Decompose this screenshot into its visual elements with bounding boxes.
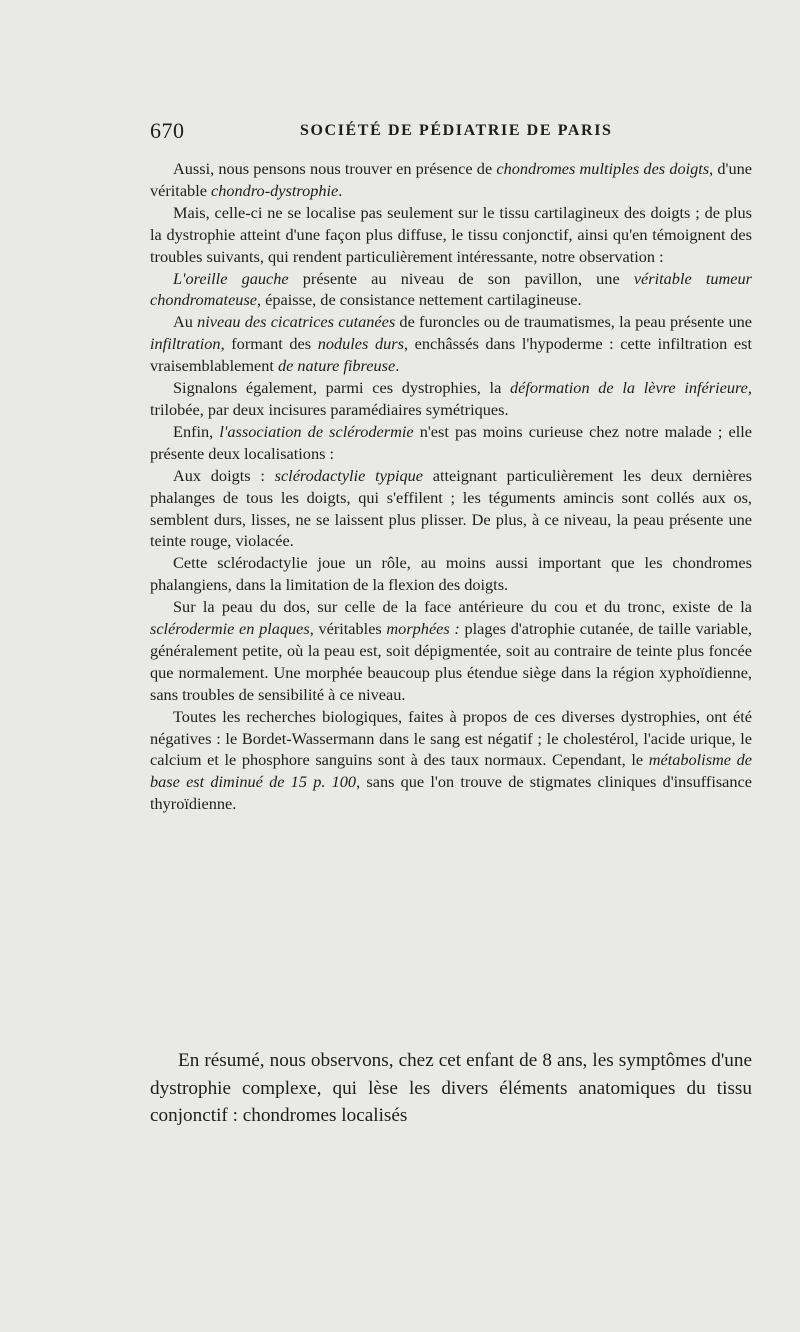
italic-text: véritable tumeur chondromateuse xyxy=(150,268,752,310)
text-run: , épaisse, de consistance nettement cartilagineuse. xyxy=(257,290,582,310)
text-run: Enfin, xyxy=(173,421,220,441)
text-run: , formant des xyxy=(220,334,318,354)
italic-text: déformation de la lèvre inférieure xyxy=(510,378,748,398)
text-run: , sans que l'on trouve de stigmates cliniques d'insuffisance thyroïdienne. xyxy=(150,772,752,814)
paragraph-9 xyxy=(150,596,752,706)
text-run: Sur la peau du dos, sur celle de la face antérieure du cou et du tronc, existe de la xyxy=(173,597,752,617)
italic-text: l'association de sclérodermie xyxy=(219,421,414,441)
text-run: atteignant particulièrement les deux dernières phalanges de tous les doigts, qui s'effilent ; les téguments amincis sont collés aux os, semblent durs, lisses, ne se laissent plus plisser. De plus, à ce niveau, la peau présente une teinte rouge, violacée. xyxy=(150,465,752,551)
paragraph-1 xyxy=(150,158,752,202)
text-run: Cette sclérodactylie joue un rôle, au moins aussi important que les chondromes phalangiens, dans la limitation de la flexion des doigts. xyxy=(150,553,752,595)
text-run: Toutes les recherches biologiques, faites à propos de ces diverses dystrophies, ont été négatives : le Bordet-Wassermann dans le sang est négatif ; le cholestérol, l'acide urique, le calcium et le phosphore sanguins sont à des taux normaux. Cependant, le xyxy=(150,706,752,770)
italic-text: morphées : xyxy=(386,619,460,639)
text-run: Signalons également, parmi ces dystrophies, la xyxy=(173,378,510,398)
italic-text: niveau des cicatrices cutanées xyxy=(197,312,396,332)
text-run: En résumé, nous observons, chez cet enfant de 8 ans, les symptômes d'une dystrophie complexe, qui lèse les divers éléments anatomiques du tissu conjonctif : chondromes localisés xyxy=(150,1050,752,1126)
text-run: présente au niveau de son pavillon, une xyxy=(288,268,634,288)
text-run: Aussi, nous pensons nous trouver en présence de xyxy=(173,159,497,178)
paragraph-3 xyxy=(150,268,752,312)
body-text xyxy=(150,158,752,815)
summary-text xyxy=(150,1047,752,1130)
paragraph-6 xyxy=(150,421,752,465)
italic-text: sclérodermie en plaques xyxy=(150,619,310,639)
paragraph-2 xyxy=(150,202,752,268)
text-run: . xyxy=(395,356,400,376)
text-run: de furoncles ou de traumatismes, la peau présente une xyxy=(395,312,753,332)
text-run: , d'une véritable xyxy=(150,159,752,200)
text-run: , enchâssés dans l'hypoderme : cette infiltration est vraisemblablement xyxy=(150,334,752,376)
paragraph-4 xyxy=(150,311,752,377)
paragraph-5 xyxy=(150,377,752,421)
text-run: n'est pas moins curieuse chez notre malade ; elle présente deux localisations : xyxy=(150,421,752,463)
italic-text: chondro-dystrophie xyxy=(211,180,339,200)
italic-text: nodules durs xyxy=(317,334,404,354)
italic-text: L'oreille gauche xyxy=(173,268,289,288)
italic-text: métabolisme de base est diminué de 15 p. 100 xyxy=(150,750,752,792)
text-run: Mais, celle-ci ne se localise pas seulement sur le tissu cartilagineux des doigts ; de plus la dystrophie atteint d'une façon plus diffuse, le tissu conjonctif, ainsi qu'en témoignent des troubles suivants, qui rendent particulièrement intéressante, notre observation : xyxy=(150,202,752,266)
italic-text: de nature fibreuse xyxy=(277,356,396,376)
italic-text: infiltration xyxy=(150,334,221,354)
text-run: Au xyxy=(173,312,198,332)
text-run: , véritables xyxy=(309,619,387,639)
page-number: 670 xyxy=(150,118,185,143)
running-head: SOCIÉTÉ DE PÉDIATRIE DE PARIS xyxy=(300,122,613,139)
text-run: , trilobée, par deux incisures paramédiaires symétriques. xyxy=(150,378,752,419)
paragraph-10 xyxy=(150,706,752,816)
summary-paragraph xyxy=(150,1047,752,1130)
text-run: Aux doigts : xyxy=(173,465,275,485)
paragraph-8 xyxy=(150,552,752,596)
text-run: plages d'atrophie cutanée, de taille variable, généralement petite, où la peau est, soit dépigmentée, soit au contraire de teinte plus foncée que normalement. Une morphée beaucoup plus étendue siège dans la région xyphoïdienne, sans troubles de sensibilité à ce niveau. xyxy=(150,619,752,704)
text-run: . xyxy=(338,180,343,200)
paragraph-7 xyxy=(150,465,752,553)
page-header xyxy=(150,118,752,146)
italic-text: sclérodactylie typique xyxy=(274,465,423,485)
italic-text: chondromes multiples des doigts xyxy=(496,159,710,178)
